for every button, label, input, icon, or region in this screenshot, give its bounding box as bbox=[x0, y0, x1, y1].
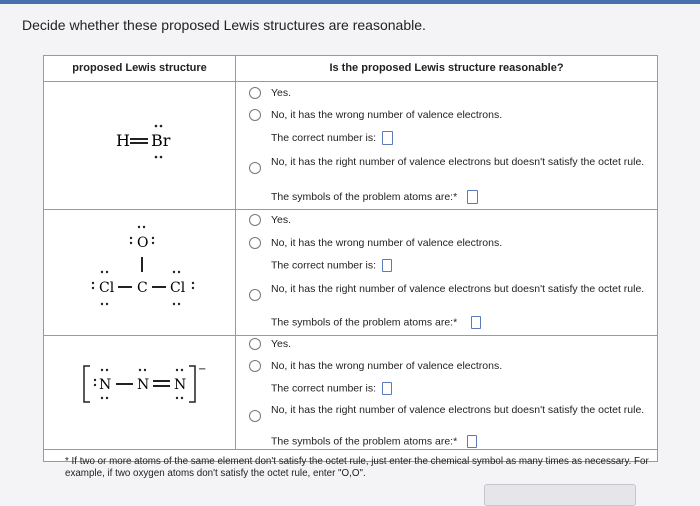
atom-n-right: N bbox=[174, 377, 187, 393]
structure-row-3 bbox=[44, 336, 657, 450]
lone-pair-dot bbox=[106, 303, 108, 305]
header-reasonable: Is the proposed Lewis structure reasonable? bbox=[236, 56, 657, 82]
lone-pair-dot bbox=[139, 369, 141, 371]
correct-number-label: The correct number is: bbox=[271, 382, 392, 395]
radio-yes[interactable] bbox=[249, 214, 261, 226]
radio-yes[interactable] bbox=[249, 87, 261, 99]
option-wrong-count-label: No, it has the wrong number of valence electrons. bbox=[271, 237, 503, 249]
symbols-input[interactable] bbox=[467, 435, 477, 448]
lone-pair-dot bbox=[192, 287, 194, 289]
correct-number-input[interactable] bbox=[382, 259, 392, 272]
structure-cell-azide bbox=[44, 336, 236, 449]
symbols-input[interactable] bbox=[467, 190, 478, 204]
lone-pair-dot bbox=[143, 226, 145, 228]
atom-cl-left: Cl bbox=[99, 280, 115, 296]
lone-pair-dot bbox=[92, 287, 94, 289]
lone-pair-dot bbox=[101, 271, 103, 273]
symbols-label: The symbols of the problem atoms are:* bbox=[271, 190, 478, 204]
option-yes-label: Yes. bbox=[271, 214, 292, 226]
symbols-label: The symbols of the problem atoms are:* bbox=[271, 435, 477, 448]
lone-pair-dot bbox=[106, 271, 108, 273]
structure-cell-cocl2 bbox=[44, 210, 236, 335]
correct-number-label: The correct number is: bbox=[271, 259, 392, 272]
lone-pair-dot bbox=[152, 237, 154, 239]
lone-pair-dot bbox=[192, 282, 194, 284]
charge-minus: − bbox=[198, 364, 207, 375]
lone-pair-dot bbox=[106, 369, 108, 371]
atom-br: Br bbox=[151, 131, 171, 150]
header-structure: proposed Lewis structure bbox=[44, 56, 236, 82]
lone-pair-dot bbox=[106, 397, 108, 399]
lone-pair-dot bbox=[152, 242, 154, 244]
radio-octet[interactable] bbox=[249, 289, 261, 301]
structure-row-1 bbox=[44, 82, 657, 210]
option-octet-label: No, it has the right number of valence electrons but doesn't satisfy the octet rule. bbox=[271, 283, 645, 295]
lone-pair-dot bbox=[173, 271, 175, 273]
correct-number-input[interactable] bbox=[382, 131, 393, 145]
option-octet-label: No, it has the right number of valence electrons but doesn't satisfy the octet rule. bbox=[271, 404, 645, 416]
atom-c: C bbox=[137, 280, 148, 296]
hbr-structure bbox=[44, 82, 235, 209]
lone-pair-dot bbox=[173, 303, 175, 305]
bracket-left bbox=[84, 366, 90, 402]
lone-pair-dot bbox=[94, 379, 96, 381]
structure-cell-hbr bbox=[44, 82, 236, 209]
footnote: * If two or more atoms of the same element don't satisfy the octet rule, just enter the chemical symbol as many times as necessary. For example, if two oxygen atoms don't satisfy the octet rule, enter "O,O". bbox=[65, 456, 649, 479]
lone-pair-dot bbox=[181, 369, 183, 371]
radio-wrong-count[interactable] bbox=[249, 109, 261, 121]
lone-pair-dot bbox=[176, 397, 178, 399]
lone-pair-dot bbox=[138, 226, 140, 228]
option-wrong-count-label: No, it has the wrong number of valence electrons. bbox=[271, 360, 503, 372]
atom-n-center: N bbox=[137, 377, 150, 393]
lone-pair-dot bbox=[101, 303, 103, 305]
structure-row-2 bbox=[44, 210, 657, 336]
lone-pair-dot bbox=[130, 242, 132, 244]
lone-pair-dot bbox=[160, 156, 163, 159]
correct-number-input[interactable] bbox=[382, 382, 392, 395]
bottom-button[interactable] bbox=[484, 484, 636, 506]
lewis-table bbox=[43, 55, 658, 462]
lone-pair-dot bbox=[155, 125, 158, 128]
lone-pair-dot bbox=[101, 397, 103, 399]
option-yes-label: Yes. bbox=[271, 338, 292, 350]
symbols-label: The symbols of the problem atoms are:* bbox=[271, 316, 481, 329]
bracket-right bbox=[189, 366, 195, 402]
radio-octet[interactable] bbox=[249, 162, 261, 174]
top-accent-bar bbox=[0, 0, 700, 4]
lone-pair-dot bbox=[160, 125, 163, 128]
lone-pair-dot bbox=[155, 156, 158, 159]
atom-h: H bbox=[116, 131, 130, 150]
lone-pair-dot bbox=[101, 369, 103, 371]
atom-cl-right: Cl bbox=[170, 280, 186, 296]
lone-pair-dot bbox=[178, 271, 180, 273]
lone-pair-dot bbox=[144, 369, 146, 371]
option-yes-label: Yes. bbox=[271, 87, 292, 99]
correct-number-label: The correct number is: bbox=[271, 131, 393, 145]
lone-pair-dot bbox=[94, 384, 96, 386]
atom-n-left: N bbox=[99, 377, 112, 393]
option-wrong-count-label: No, it has the wrong number of valence electrons. bbox=[271, 109, 503, 121]
radio-wrong-count[interactable] bbox=[249, 360, 261, 372]
lone-pair-dot bbox=[178, 303, 180, 305]
question-prompt: Decide whether these proposed Lewis structures are reasonable. bbox=[22, 17, 426, 33]
atom-o: O bbox=[137, 235, 149, 251]
lone-pair-dot bbox=[92, 282, 94, 284]
cocl2-structure bbox=[44, 210, 235, 335]
lone-pair-dot bbox=[176, 369, 178, 371]
option-octet-label: No, it has the right number of valence electrons but doesn't satisfy the octet rule. bbox=[271, 156, 645, 168]
lone-pair-dot bbox=[181, 397, 183, 399]
radio-wrong-count[interactable] bbox=[249, 237, 261, 249]
radio-octet[interactable] bbox=[249, 410, 261, 422]
lone-pair-dot bbox=[130, 237, 132, 239]
symbols-input[interactable] bbox=[471, 316, 481, 329]
azide-structure bbox=[44, 336, 235, 449]
radio-yes[interactable] bbox=[249, 338, 261, 350]
